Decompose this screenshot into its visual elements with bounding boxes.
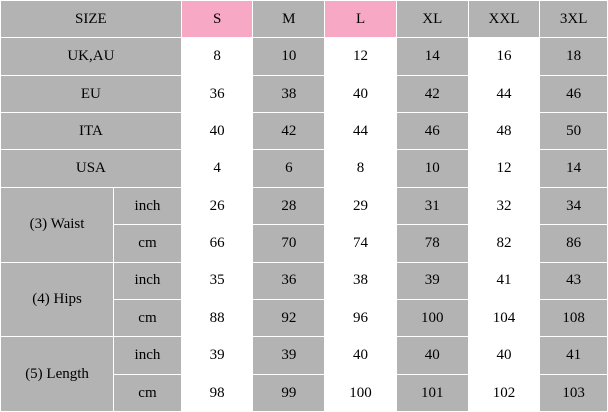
row-value: 38: [253, 75, 325, 112]
row-value: 43: [540, 262, 608, 299]
row-sublabel-cm: cm: [114, 299, 182, 336]
row-value: 40: [181, 113, 253, 150]
row-value: 66: [181, 225, 253, 262]
table-header-row: [1, 1, 608, 38]
row-label-length: (5) Length: [1, 337, 114, 412]
header-size-s: S: [181, 1, 253, 38]
row-value: 44: [325, 113, 397, 150]
row-value: 36: [181, 75, 253, 112]
row-value: 108: [540, 299, 608, 336]
row-value: 4: [181, 150, 253, 187]
row-value: 10: [396, 150, 468, 187]
row-value: 12: [468, 150, 540, 187]
row-label: USA: [1, 150, 182, 187]
row-value: 100: [325, 374, 397, 411]
table-row: [1, 38, 608, 75]
row-value: 36: [253, 262, 325, 299]
row-value: 86: [540, 225, 608, 262]
row-sublabel-cm: cm: [114, 225, 182, 262]
row-value: 102: [468, 374, 540, 411]
table-row: [1, 113, 608, 150]
row-value: 99: [253, 374, 325, 411]
table-row: [1, 187, 608, 224]
table-row: [1, 337, 608, 374]
row-value: 44: [468, 75, 540, 112]
table-row: [1, 150, 608, 187]
row-value: 14: [396, 38, 468, 75]
row-value: 40: [396, 337, 468, 374]
row-value: 42: [396, 75, 468, 112]
row-value: 28: [253, 187, 325, 224]
row-value: 42: [253, 113, 325, 150]
row-value: 39: [253, 337, 325, 374]
row-value: 6: [253, 150, 325, 187]
row-value: 39: [396, 262, 468, 299]
row-label-hips: (4) Hips: [1, 262, 114, 337]
row-label: ITA: [1, 113, 182, 150]
row-value: 50: [540, 113, 608, 150]
row-value: 40: [468, 337, 540, 374]
table-row: [1, 262, 608, 299]
row-value: 74: [325, 225, 397, 262]
header-size-l: L: [325, 1, 397, 38]
header-size-m: M: [253, 1, 325, 38]
row-value: 46: [540, 75, 608, 112]
row-value: 48: [468, 113, 540, 150]
row-sublabel-inch: inch: [114, 262, 182, 299]
row-value: 8: [181, 38, 253, 75]
row-value: 100: [396, 299, 468, 336]
row-value: 46: [396, 113, 468, 150]
row-value: 70: [253, 225, 325, 262]
size-chart-body: [1, 1, 608, 412]
row-sublabel-inch: inch: [114, 337, 182, 374]
row-value: 12: [325, 38, 397, 75]
row-value: 18: [540, 38, 608, 75]
row-value: 104: [468, 299, 540, 336]
row-value: 31: [396, 187, 468, 224]
row-sublabel-inch: inch: [114, 187, 182, 224]
row-label: EU: [1, 75, 182, 112]
header-size-3xl: 3XL: [540, 1, 608, 38]
row-value: 14: [540, 150, 608, 187]
header-label-size: SIZE: [1, 1, 182, 38]
row-value: 38: [325, 262, 397, 299]
row-value: 96: [325, 299, 397, 336]
row-value: 39: [181, 337, 253, 374]
row-value: 10: [253, 38, 325, 75]
row-value: 82: [468, 225, 540, 262]
row-value: 78: [396, 225, 468, 262]
row-value: 26: [181, 187, 253, 224]
row-value: 101: [396, 374, 468, 411]
row-value: 40: [325, 75, 397, 112]
header-size-xl: XL: [396, 1, 468, 38]
row-value: 41: [468, 262, 540, 299]
table-row: [1, 75, 608, 112]
row-value: 34: [540, 187, 608, 224]
row-value: 98: [181, 374, 253, 411]
header-size-xxl: XXL: [468, 1, 540, 38]
row-value: 29: [325, 187, 397, 224]
row-value: 88: [181, 299, 253, 336]
row-value: 32: [468, 187, 540, 224]
row-value: 41: [540, 337, 608, 374]
row-value: 16: [468, 38, 540, 75]
row-value: 92: [253, 299, 325, 336]
row-sublabel-cm: cm: [114, 374, 182, 411]
row-value: 103: [540, 374, 608, 411]
row-value: 40: [325, 337, 397, 374]
row-label: UK,AU: [1, 38, 182, 75]
row-value: 35: [181, 262, 253, 299]
row-label-waist: (3) Waist: [1, 187, 114, 262]
row-value: 8: [325, 150, 397, 187]
